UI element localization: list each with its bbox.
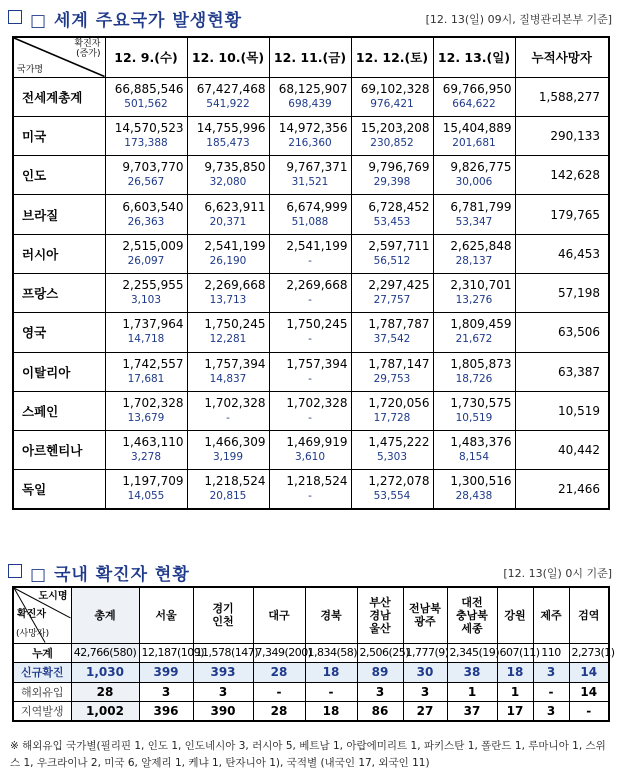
- daily-increase: 30,006: [455, 176, 493, 189]
- region-value: 1,002: [71, 702, 139, 722]
- cumulative-deaths: 63,387: [515, 352, 609, 391]
- daily-increase: 14,837: [209, 372, 247, 385]
- daily-increase: 31,521: [291, 176, 329, 189]
- country-row: [13, 156, 609, 195]
- country-name-text: 스페인: [22, 404, 59, 420]
- cumulative-confirmed: 1,805,873: [450, 356, 512, 371]
- cumulative-confirmed: 6,674,999: [286, 199, 348, 214]
- daily-increase: -: [226, 412, 230, 425]
- daily-increase: 3,103: [130, 294, 162, 307]
- daily-increase: 698,439: [288, 97, 332, 110]
- daily-increase: 29,753: [373, 372, 411, 385]
- cumulative-confirmed: 67,427,468: [196, 81, 266, 96]
- region-value: 28: [253, 702, 305, 722]
- daily-cell: [351, 234, 433, 273]
- cumulative-confirmed: 2,297,425: [368, 278, 430, 293]
- daily-increase: 37,542: [373, 333, 411, 346]
- daily-cell: [105, 431, 187, 470]
- daily-increase: 17,728: [373, 412, 411, 425]
- region-header: 대구: [253, 587, 305, 643]
- daily-cell: [433, 352, 515, 391]
- region-value: 18: [305, 702, 357, 722]
- country-name-text: 아르헨티나: [22, 443, 83, 459]
- cumulative-confirmed: 1,702,328: [286, 396, 348, 411]
- region-value: 399: [139, 663, 193, 683]
- daily-increase: 216,360: [288, 136, 332, 149]
- daily-increase: -: [308, 294, 312, 307]
- cumulative-deaths: 40,442: [515, 431, 609, 470]
- cumulative-confirmed: 1,750,245: [286, 317, 348, 332]
- cumulative-confirmed: 14,972,356: [278, 120, 348, 135]
- daily-cell: [187, 273, 269, 312]
- cumulative-confirmed: 1,742,557: [122, 356, 184, 371]
- region-value: 28: [71, 682, 139, 702]
- cumulative-confirmed: 1,469,919: [286, 435, 348, 450]
- world-section-header: [8, 6, 612, 30]
- daily-increase: 14,718: [127, 333, 165, 346]
- region-value: 3: [139, 682, 193, 702]
- region-value: 12,187(109): [139, 643, 193, 663]
- region-header: 총계: [71, 587, 139, 643]
- country-row: [13, 234, 609, 273]
- daily-cell: [351, 156, 433, 195]
- daily-increase: 14,055: [127, 490, 165, 503]
- country-row: [13, 195, 609, 234]
- cumulative-confirmed: 1,730,575: [450, 396, 512, 411]
- region-value: 3: [403, 682, 447, 702]
- cumulative-confirmed: 1,300,516: [450, 474, 512, 489]
- region-value: 27: [403, 702, 447, 722]
- region-header: 부산 경남 울산: [357, 587, 403, 643]
- daily-increase: 32,080: [209, 176, 247, 189]
- country-name: [13, 234, 105, 273]
- daily-increase: 53,347: [455, 215, 493, 228]
- country-row: [13, 431, 609, 470]
- cumulative-deaths: 63,506: [515, 313, 609, 352]
- region-value: 1,030: [71, 663, 139, 683]
- daily-cell: [351, 431, 433, 470]
- cumulative-confirmed: 1,757,394: [204, 356, 266, 371]
- daily-cell: [351, 77, 433, 116]
- daily-increase: 21,672: [455, 333, 493, 346]
- imported-row: [13, 682, 609, 702]
- country-name: [13, 195, 105, 234]
- region-value: 18: [497, 663, 533, 683]
- daily-cell: [351, 195, 433, 234]
- country-name-text: 독일: [22, 482, 47, 498]
- cumulative-confirmed: 2,255,955: [122, 278, 184, 293]
- daily-increase: 13,679: [127, 412, 165, 425]
- date-header: 12. 12.(토): [351, 37, 433, 77]
- cumulative-confirmed: 2,625,848: [450, 238, 512, 253]
- region-value: -: [305, 682, 357, 702]
- daily-increase: 53,554: [373, 490, 411, 503]
- cumulative-confirmed: 1,720,056: [368, 396, 430, 411]
- region-value: 28: [253, 663, 305, 683]
- daily-cell: [433, 273, 515, 312]
- daily-cell: [187, 156, 269, 195]
- country-row: [13, 313, 609, 352]
- region-value: 607(11): [497, 643, 533, 663]
- country-name-text: 러시아: [22, 246, 59, 262]
- region-value: 3: [193, 682, 253, 702]
- daily-cell: [269, 77, 351, 116]
- cumulative-row: [13, 643, 609, 663]
- region-header: 강원: [497, 587, 533, 643]
- region-value: 1,777(9): [403, 643, 447, 663]
- daily-cell: [269, 116, 351, 155]
- cumulative-deaths: 290,133: [515, 116, 609, 155]
- cumulative-confirmed: 9,703,770: [122, 160, 184, 175]
- daily-cell: [105, 391, 187, 430]
- daily-increase: 8,154: [458, 451, 490, 464]
- daily-increase: 51,088: [291, 215, 329, 228]
- cumulative-deaths: 21,466: [515, 470, 609, 509]
- daily-increase: 541,922: [206, 97, 250, 110]
- daily-cell: [351, 391, 433, 430]
- daily-cell: [187, 391, 269, 430]
- daily-cell: [105, 352, 187, 391]
- world-basis-date: [12. 13(일) 09시, 질병관리본부 기준]: [425, 13, 612, 26]
- region-value: 89: [357, 663, 403, 683]
- daily-cell: [105, 195, 187, 234]
- region-value: 37: [447, 702, 497, 722]
- region-value: 2,345(19): [447, 643, 497, 663]
- domestic-header-row: [13, 587, 609, 643]
- daily-increase: -: [308, 372, 312, 385]
- cumulative-deaths: 142,628: [515, 156, 609, 195]
- daily-increase: -: [308, 333, 312, 346]
- country-name: [13, 391, 105, 430]
- region-value: 110: [533, 643, 569, 663]
- country-name-text: 브라질: [22, 207, 59, 223]
- cumulative-confirmed: 2,597,711: [368, 238, 430, 253]
- world-status-table: [12, 36, 610, 510]
- daily-cell: [105, 156, 187, 195]
- daily-cell: [105, 116, 187, 155]
- daily-increase: 28,438: [455, 490, 493, 503]
- region-value: -: [253, 682, 305, 702]
- region-value: 2,273(1): [569, 643, 609, 663]
- cumulative-confirmed: 15,404,889: [442, 120, 512, 135]
- cumulative-confirmed: 1,218,524: [204, 474, 266, 489]
- cumulative-deaths: 179,765: [515, 195, 609, 234]
- daily-cell: [269, 470, 351, 509]
- corner-city-label: 도시명: [38, 591, 68, 602]
- region-value: 1: [497, 682, 533, 702]
- daily-increase: 26,363: [127, 215, 165, 228]
- daily-cell: [105, 313, 187, 352]
- daily-cell: [187, 352, 269, 391]
- cumulative-confirmed: 68,125,907: [278, 81, 348, 96]
- daily-increase: 501,562: [124, 97, 168, 110]
- daily-increase: 13,276: [455, 294, 493, 307]
- region-value: 3: [533, 663, 569, 683]
- daily-increase: 27,757: [373, 294, 411, 307]
- region-header: 검역: [569, 587, 609, 643]
- row-label: 누계: [13, 643, 71, 663]
- country-name-text: 미국: [22, 128, 47, 144]
- cumulative-deaths: 46,453: [515, 234, 609, 273]
- row-label: 지역발생: [13, 702, 71, 722]
- world-total-row: [13, 77, 609, 116]
- region-header: 경북: [305, 587, 357, 643]
- checkbox-square-icon: [8, 564, 22, 578]
- corner-deaths-label: (사망자): [16, 628, 50, 639]
- cumulative-confirmed: 1,757,394: [286, 356, 348, 371]
- daily-increase: 5,303: [376, 451, 408, 464]
- cumulative-confirmed: 6,603,540: [122, 199, 184, 214]
- cumulative-deaths: 57,198: [515, 273, 609, 312]
- cumulative-confirmed: 9,735,850: [204, 160, 266, 175]
- country-name: [13, 156, 105, 195]
- region-value: 18: [305, 663, 357, 683]
- cumulative-confirmed: 1,787,147: [368, 356, 430, 371]
- cumulative-deaths: 10,519: [515, 391, 609, 430]
- region-header: 대전 충남북 세종: [447, 587, 497, 643]
- row-label: 신규확진: [13, 663, 71, 683]
- daily-cell: [105, 273, 187, 312]
- cumulative-confirmed: 1,463,110: [122, 435, 184, 450]
- cumulative-confirmed: 1,809,459: [450, 317, 512, 332]
- daily-increase: 185,473: [206, 136, 250, 149]
- daily-cell: [351, 470, 433, 509]
- cumulative-confirmed: 2,310,701: [450, 278, 512, 293]
- region-value: 11,578(147): [193, 643, 253, 663]
- corner-confirmed-label: 확진자: [17, 609, 46, 620]
- daily-increase: 3,199: [212, 451, 244, 464]
- country-name: [13, 273, 105, 312]
- date-header: 12. 13.(일): [433, 37, 515, 77]
- daily-cell: [187, 470, 269, 509]
- cumulative-confirmed: 9,767,371: [286, 160, 348, 175]
- world-section-title: □ 세계 주요국가 발생현황: [30, 11, 243, 31]
- daily-cell: [351, 116, 433, 155]
- daily-increase: 26,190: [209, 254, 247, 267]
- region-value: 396: [139, 702, 193, 722]
- daily-cell: [351, 273, 433, 312]
- country-row: [13, 273, 609, 312]
- corner-confirmed-label: 확진자: [74, 39, 101, 49]
- daily-cell: [269, 313, 351, 352]
- country-name-text: 인도: [22, 168, 47, 184]
- daily-cell: [433, 156, 515, 195]
- daily-increase: 29,398: [373, 176, 411, 189]
- local-row: [13, 702, 609, 722]
- domestic-status-table: [12, 586, 615, 722]
- daily-increase: 20,371: [209, 215, 247, 228]
- cumulative-confirmed: 2,269,668: [286, 278, 348, 293]
- domestic-basis-date: [12. 13(일) 0시 기준]: [503, 567, 612, 580]
- daily-increase: 56,512: [373, 254, 411, 267]
- daily-cell: [187, 116, 269, 155]
- daily-cell: [187, 77, 269, 116]
- daily-cell: [433, 391, 515, 430]
- cumulative-confirmed: 1,197,709: [122, 474, 184, 489]
- daily-increase: 230,852: [370, 136, 414, 149]
- cumulative-confirmed: 2,515,009: [122, 238, 184, 253]
- daily-cell: [433, 431, 515, 470]
- region-header: 제주: [533, 587, 569, 643]
- region-header: 전남북 광주: [403, 587, 447, 643]
- country-name: [13, 352, 105, 391]
- date-header: 12. 11.(금): [269, 37, 351, 77]
- daily-increase: 13,713: [209, 294, 247, 307]
- daily-increase: 976,421: [370, 97, 414, 110]
- cumulative-confirmed: 14,755,996: [196, 120, 266, 135]
- country-name-text: 전세계총계: [22, 89, 83, 105]
- region-value: -: [569, 702, 609, 722]
- deaths-header: 누적사망자: [515, 37, 609, 77]
- daily-cell: [269, 273, 351, 312]
- world-header-row: [13, 37, 609, 77]
- region-value: 42,766(580): [71, 643, 139, 663]
- daily-cell: [433, 313, 515, 352]
- cumulative-confirmed: 1,750,245: [204, 317, 266, 332]
- region-value: 2,506(25): [357, 643, 403, 663]
- cumulative-confirmed: 2,269,668: [204, 278, 266, 293]
- daily-increase: 17,681: [127, 372, 165, 385]
- cumulative-confirmed: 9,826,775: [450, 160, 512, 175]
- daily-cell: [269, 156, 351, 195]
- region-value: 1,834(58): [305, 643, 357, 663]
- daily-increase: -: [308, 412, 312, 425]
- row-label: 해외유입: [13, 682, 71, 702]
- country-row: [13, 352, 609, 391]
- daily-cell: [433, 116, 515, 155]
- daily-increase: 26,097: [127, 254, 165, 267]
- country-name-text: 이탈리아: [22, 364, 71, 380]
- daily-cell: [269, 431, 351, 470]
- new-confirmed-row: [13, 663, 609, 683]
- date-header: 12. 10.(목): [187, 37, 269, 77]
- cumulative-confirmed: 1,702,328: [122, 396, 184, 411]
- daily-cell: [187, 431, 269, 470]
- cumulative-confirmed: 1,737,964: [122, 317, 184, 332]
- daily-cell: [433, 470, 515, 509]
- cumulative-confirmed: 6,781,799: [450, 199, 512, 214]
- daily-cell: [187, 195, 269, 234]
- daily-cell: [351, 313, 433, 352]
- country-row: [13, 470, 609, 509]
- cumulative-confirmed: 1,483,376: [450, 435, 512, 450]
- country-row: [13, 391, 609, 430]
- daily-cell: [269, 391, 351, 430]
- region-value: 1: [447, 682, 497, 702]
- region-header: 경기 인천: [193, 587, 253, 643]
- daily-cell: [105, 77, 187, 116]
- daily-increase: 20,815: [209, 490, 247, 503]
- daily-cell: [105, 234, 187, 273]
- region-value: 3: [533, 702, 569, 722]
- cumulative-confirmed: 2,541,199: [204, 238, 266, 253]
- daily-increase: -: [308, 254, 312, 267]
- region-value: 390: [193, 702, 253, 722]
- country-name: [13, 77, 105, 116]
- domestic-corner-header: [13, 587, 71, 643]
- country-name-text: 영국: [22, 325, 47, 341]
- daily-cell: [433, 77, 515, 116]
- cumulative-confirmed: 1,272,078: [368, 474, 430, 489]
- region-value: 17: [497, 702, 533, 722]
- daily-increase: 664,622: [452, 97, 496, 110]
- country-name-text: 프랑스: [22, 286, 59, 302]
- cumulative-confirmed: 69,102,328: [360, 81, 430, 96]
- region-value: 14: [569, 663, 609, 683]
- daily-cell: [187, 234, 269, 273]
- daily-increase: 3,278: [130, 451, 162, 464]
- daily-increase: 3,610: [294, 451, 326, 464]
- daily-increase: 18,726: [455, 372, 493, 385]
- country-row: [13, 116, 609, 155]
- cumulative-confirmed: 1,702,328: [204, 396, 266, 411]
- corner-increase-label: (증가): [76, 49, 101, 59]
- region-header: 서울: [139, 587, 193, 643]
- cumulative-confirmed: 1,475,222: [368, 435, 430, 450]
- daily-cell: [433, 195, 515, 234]
- cumulative-confirmed: 9,796,769: [368, 160, 430, 175]
- corner-country-label: 국가명: [17, 64, 44, 75]
- cumulative-confirmed: 1,787,787: [368, 317, 430, 332]
- date-header: 12. 9.(수): [105, 37, 187, 77]
- country-name: [13, 116, 105, 155]
- region-value: -: [533, 682, 569, 702]
- daily-increase: 12,281: [209, 333, 247, 346]
- cumulative-confirmed: 69,766,950: [442, 81, 512, 96]
- cumulative-confirmed: 6,623,911: [204, 199, 266, 214]
- region-value: 393: [193, 663, 253, 683]
- domestic-section-header: [8, 560, 612, 584]
- region-value: 38: [447, 663, 497, 683]
- daily-cell: [269, 195, 351, 234]
- daily-cell: [351, 352, 433, 391]
- daily-increase: -: [308, 490, 312, 503]
- region-value: 86: [357, 702, 403, 722]
- country-name: [13, 470, 105, 509]
- region-value: 7,349(200): [253, 643, 305, 663]
- cumulative-confirmed: 6,728,452: [368, 199, 430, 214]
- cumulative-confirmed: 2,541,199: [286, 238, 348, 253]
- daily-cell: [433, 234, 515, 273]
- daily-increase: 10,519: [455, 412, 493, 425]
- world-corner-header: [13, 37, 105, 77]
- daily-increase: 173,388: [124, 136, 168, 149]
- region-value: 30: [403, 663, 447, 683]
- domestic-section-title: □ 국내 확진자 현황: [30, 565, 190, 585]
- daily-increase: 53,453: [373, 215, 411, 228]
- cumulative-confirmed: 1,466,309: [204, 435, 266, 450]
- cumulative-confirmed: 1,218,524: [286, 474, 348, 489]
- daily-increase: 28,137: [455, 254, 493, 267]
- region-value: 14: [569, 682, 609, 702]
- country-name: [13, 431, 105, 470]
- daily-increase: 26,567: [127, 176, 165, 189]
- cumulative-confirmed: 14,570,523: [114, 120, 184, 135]
- import-origin-note: ※ 해외유입 국가별(필리핀 1, 인도 1, 인도네시아 3, 러시아 5, 베트남 1, 아랍에미리트 1, 파키스탄 1, 폴란드 1, 루마니아 1, 스위스 1, 우크라이나 2, 미국 6, 알제리 1, 케냐 1, 탄자니아 1), 국적별 (내국인 17, 외국인 11): [10, 740, 606, 769]
- country-name: [13, 313, 105, 352]
- daily-cell: [269, 234, 351, 273]
- daily-increase: 201,681: [452, 136, 496, 149]
- cumulative-deaths: 1,588,277: [515, 77, 609, 116]
- checkbox-square-icon: [8, 10, 22, 24]
- daily-cell: [269, 352, 351, 391]
- cumulative-confirmed: 15,203,208: [360, 120, 430, 135]
- daily-cell: [105, 470, 187, 509]
- region-value: 3: [357, 682, 403, 702]
- cumulative-confirmed: 66,885,546: [114, 81, 184, 96]
- daily-cell: [187, 313, 269, 352]
